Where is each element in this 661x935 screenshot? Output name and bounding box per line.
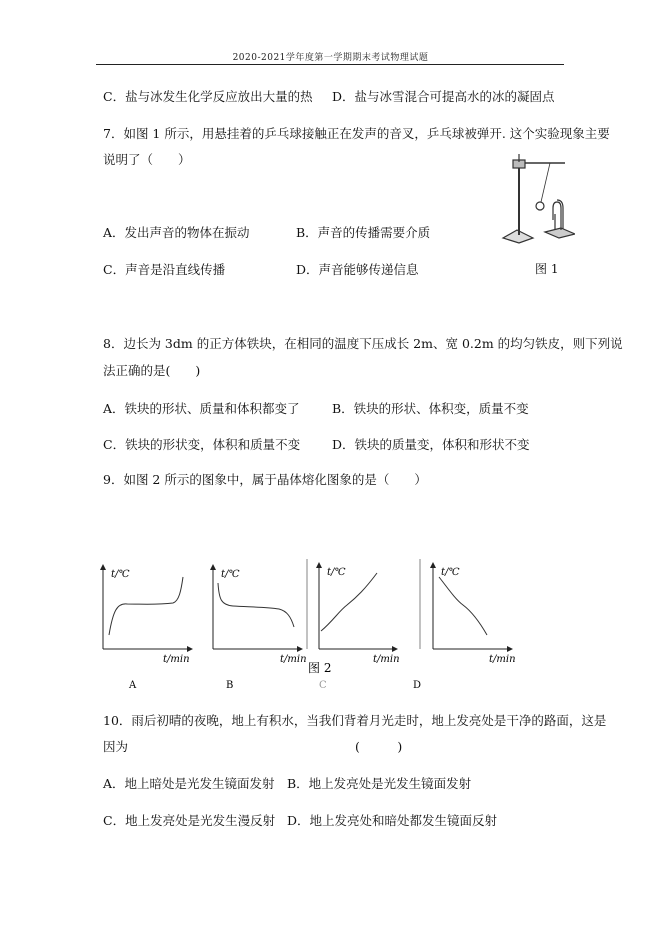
- graph-d: [420, 559, 516, 665]
- figure-2-graphs: [95, 555, 525, 695]
- q10-stem-line2-left: 因为: [103, 739, 129, 754]
- figure-2-label: 图 2: [308, 661, 332, 675]
- graph-d-curve: [439, 577, 487, 635]
- q7-option-b: B．声音的传播需要介质: [296, 225, 431, 240]
- graph-b-curve: [218, 583, 294, 627]
- graph-d-x-label: t/min: [489, 654, 516, 665]
- q6-option-d: D．盐与冰雪混合可提高水的冰的凝固点: [332, 89, 555, 104]
- figure-1-tuning-fork: [495, 150, 575, 250]
- graph-a: [103, 567, 190, 649]
- q8-option-c: C．铁块的形状变，体积和质量不变: [103, 437, 301, 452]
- header-rule: [96, 64, 564, 65]
- q7-option-a: A．发出声音的物体在振动: [103, 225, 250, 240]
- q9-stem: 9．如图 2 所示的图象中，属于晶体熔化图象的是（ ）: [103, 472, 427, 487]
- q8-stem-line1: 8．边长为 3dm 的正方体铁块，在相同的温度下压成长 2m、宽 0.2m 的均匀铁皮，则下列说: [103, 336, 623, 351]
- q8-option-d: D．铁块的质量变，体积和形状不变: [332, 437, 530, 452]
- figure-1-label: 图 1: [535, 262, 559, 276]
- q6-option-c: C．盐与冰发生化学反应放出大量的热: [103, 89, 313, 104]
- graph-b-x-label: t/min: [280, 654, 307, 665]
- graph-label-c: C: [319, 680, 327, 691]
- graph-c-x-label: t/min: [373, 654, 400, 665]
- graph-c-curve: [321, 573, 377, 631]
- graph-label-a: A: [129, 680, 137, 691]
- graph-label-b: B: [226, 680, 234, 691]
- q10-stem-line2-right: ( ): [355, 739, 403, 754]
- graph-c: [307, 559, 400, 665]
- q8-option-a: A．铁块的形状、质量和体积都变了: [103, 401, 300, 416]
- q8-option-b: B．铁块的形状、体积变，质量不变: [332, 401, 529, 416]
- q8-stem-line2: 法正确的是( ): [103, 363, 201, 378]
- q10-option-d: D．地上发亮处和暗处都发生镜面反射: [287, 813, 498, 828]
- q10-stem-line1: 10．雨后初晴的夜晚，地上有积水，当我们背着月光走时，地上发亮处是干净的路面，这是: [103, 713, 607, 728]
- q10-option-c: C．地上发亮处是光发生漫反射: [103, 813, 276, 828]
- graph-a-curve: [109, 577, 183, 635]
- graph-b-y-label: t/℃: [221, 569, 240, 580]
- q7-stem-line1: 7．如图 1 所示，用悬挂着的乒乓球接触正在发声的音叉，乒乓球被弹开. 这个实验现象主要: [103, 126, 610, 141]
- page-header: 2020-2021学年度第一学期期末考试物理试题: [232, 53, 429, 63]
- q7-stem-line2: 说明了（ ）: [103, 152, 191, 167]
- graph-label-d: D: [413, 680, 422, 691]
- graph-a-y-label: t/℃: [111, 569, 130, 580]
- q10-option-a: A．地上暗处是光发生镜面发射: [103, 776, 275, 791]
- q10-option-b: B．地上发亮处是光发生镜面发射: [287, 776, 472, 791]
- graph-a-x-label: t/min: [163, 654, 190, 665]
- graph-b: [213, 567, 307, 665]
- graph-c-y-label: t/℃: [327, 567, 346, 578]
- graph-d-y-label: t/℃: [441, 567, 460, 578]
- q7-option-c: C．声音是沿直线传播: [103, 262, 226, 277]
- q7-option-d: D．声音能够传递信息: [296, 262, 419, 277]
